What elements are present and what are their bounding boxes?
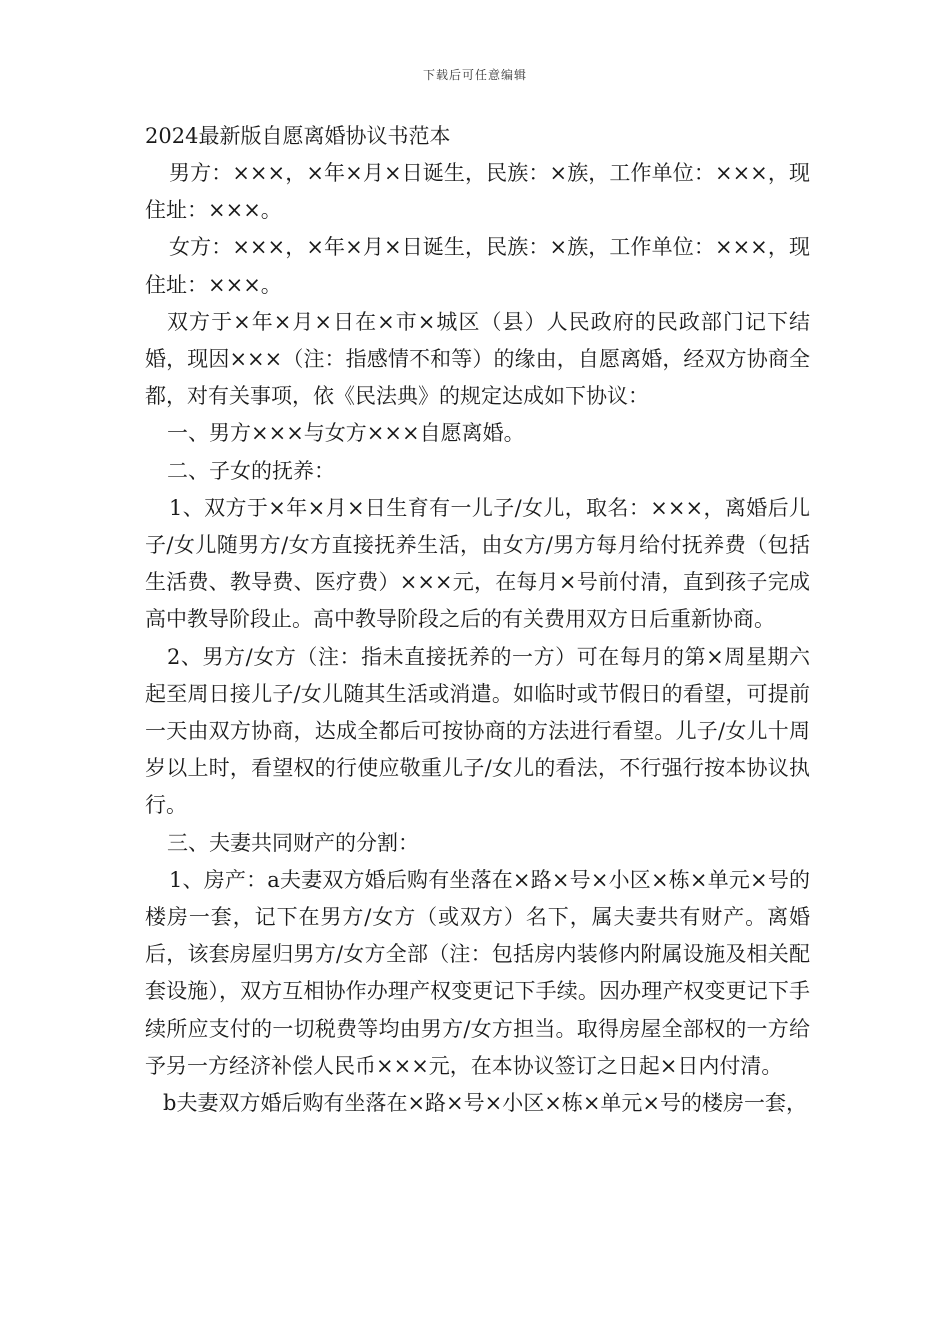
header-note: 下载后可任意编辑 — [422, 68, 527, 82]
clause-2-item-1: 1、双方于×年×月×日生育有一儿子/女儿，取名：×××，离婚后儿子/女儿随男方/女方直接抚养生活，由女方/男方每月给付抚养费（包括生活费、教导费、医疗费）×××元，在每月×号前付清，直到孩子完成高中教导阶段止。高中教导阶段之后的有关费用双方日后重新协商。 — [145, 495, 810, 632]
intro-paragraph: 双方于×年×月×日在×市×城区（县）人民政府的民政部门记下结婚，现因×××（注：指感情不和等）的缘由，自愿离婚，经双方协商全都，对有关事项，依《民法典》的规定达成如下协议： — [145, 309, 810, 409]
clause-2-heading: 二、子女的抚养： — [167, 458, 335, 483]
document-body — [145, 118, 810, 1122]
party-female-paragraph: 女方：×××，×年×月×日诞生，民族：×族，工作单位：×××，现住址：×××。 — [145, 235, 810, 297]
document-title: 2024最新版自愿离婚协议书范本 — [145, 124, 451, 148]
party-male-paragraph: 男方：×××，×年×月×日诞生，民族：×族，工作单位：×××，现住址：×××。 — [145, 161, 810, 223]
clause-2-item-2: 2、男方/女方（注：指未直接抚养的一方）可在每月的第×周星期六起至周日接儿子/女儿随其生活或消遣。如临时或节假日的看望，可提前一天由双方协商，达成全都后可按协商的方法进行看望。儿子/女儿十周岁以上时，看望权的行使应敬重儿子/女儿的看法，不行强行按本协议执行。 — [145, 644, 810, 818]
clause-1-paragraph: 一、男方×××与女方×××自愿离婚。 — [167, 421, 525, 446]
clause-3-item-1b: b夫妻双方婚后购有坐落在×路×号×小区×栋×单元×号的楼房一套， — [163, 1091, 808, 1116]
clause-3-item-1: 1、房产：a夫妻双方婚后购有坐落在×路×号×小区×栋×单元×号的楼房一套，记下在男方/女方（或双方）名下，属夫妻共有财产。离婚后，该套房屋归男方/女方全部（注：包括房内装修内附属设施及相关配套设施），双方互相协作办理产权变更记下手续。因办理产权变更记下手续所应支付的一切税费等均由男方/女方担当。取得房屋全部权的一方给予另一方经济补偿人民币×××元，在本协议签订之日起×日内付清。 — [145, 867, 810, 1078]
clause-3-heading: 三、夫妻共同财产的分割： — [167, 830, 419, 855]
